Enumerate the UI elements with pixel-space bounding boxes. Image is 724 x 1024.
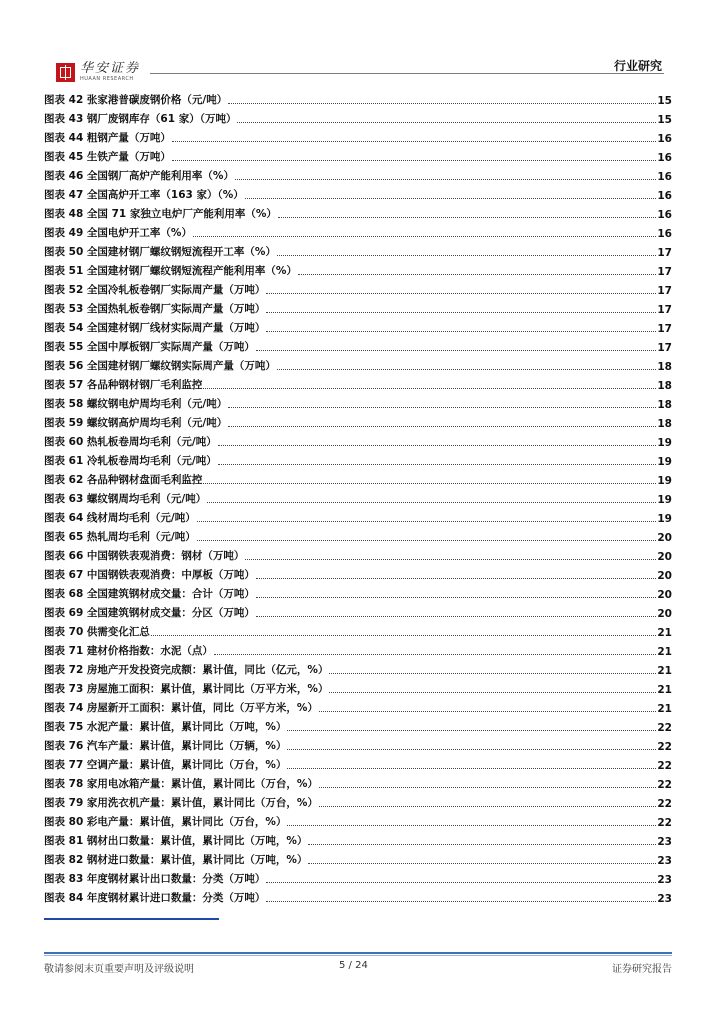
- header-divider: [150, 73, 664, 74]
- toc-leader-dots: [256, 597, 656, 598]
- toc-entry-page: 19: [657, 456, 672, 468]
- footer-report-type: 证券研究报告: [612, 964, 672, 975]
- section-title: 行业研究: [613, 59, 662, 73]
- toc-entry-label: 图表 53 全国热轧板卷钢厂实际周产量（万吨）: [44, 303, 266, 315]
- toc-leader-dots: [266, 901, 656, 902]
- toc-entry[interactable]: [44, 620, 672, 639]
- toc-entry-page: 22: [657, 741, 672, 753]
- toc-entry-label: 图表 52 全国冷轧板卷钢厂实际周产量（万吨）: [44, 284, 266, 296]
- toc-entry-page: 22: [657, 798, 672, 810]
- toc-leader-dots: [329, 673, 656, 674]
- toc-entry-page: 22: [657, 779, 672, 791]
- toc-entry-page: 19: [657, 494, 672, 506]
- toc-entry[interactable]: [44, 829, 672, 848]
- toc-entry[interactable]: [44, 392, 672, 411]
- footer-divider-thin: [44, 955, 672, 956]
- toc-entry[interactable]: [44, 259, 672, 278]
- toc-entry[interactable]: [44, 221, 672, 240]
- toc-entry-label: 图表 72 房地产开发投资完成额：累计值，同比（亿元，%）: [44, 664, 329, 676]
- toc-entry[interactable]: [44, 88, 672, 107]
- toc-entry-label: 图表 47 全国高炉开工率（163 家）（%）: [44, 189, 244, 201]
- toc-entry[interactable]: [44, 183, 672, 202]
- toc-leader-dots: [197, 521, 657, 522]
- toc-leader-dots: [172, 160, 656, 161]
- toc-entry-label: 图表 51 全国建材钢厂螺纹钢短流程产能利用率（%）: [44, 265, 297, 277]
- toc-entry-page: 20: [657, 589, 672, 601]
- toc-entry-label: 图表 54 全国建材钢厂线材实际周产量（万吨）: [44, 322, 266, 334]
- toc-leader-dots: [266, 331, 656, 332]
- toc-leader-dots: [245, 198, 657, 199]
- toc-entry-page: 16: [657, 209, 672, 221]
- toc-leader-dots: [277, 369, 656, 370]
- toc-entry[interactable]: [44, 677, 672, 696]
- toc-entry-page: 16: [657, 133, 672, 145]
- toc-entry-page: 23: [657, 855, 672, 867]
- toc-entry[interactable]: [44, 411, 672, 430]
- toc-entry-page: 17: [657, 266, 672, 278]
- toc-entry-label: 图表 49 全国电炉开工率（%）: [44, 227, 192, 239]
- toc-entry-label: 图表 61 冷轧板卷周均毛利（元/吨）: [44, 455, 217, 467]
- table-of-figures: [44, 88, 672, 905]
- toc-entry[interactable]: [44, 658, 672, 677]
- toc-entry-page: 21: [657, 665, 672, 677]
- toc-entry-label: 图表 71 建材价格指数：水泥（点）: [44, 645, 213, 657]
- toc-entry[interactable]: [44, 354, 672, 373]
- toc-entry-label: 图表 57 各品种钢材钢厂毛利监控: [44, 379, 203, 391]
- toc-entry-label: 图表 59 螺纹钢高炉周均毛利（元/吨）: [44, 417, 228, 429]
- toc-entry-page: 19: [657, 513, 672, 525]
- footer-divider: [44, 952, 672, 954]
- toc-leader-dots: [237, 122, 656, 123]
- toc-entry-page: 22: [657, 722, 672, 734]
- toc-entry[interactable]: [44, 107, 672, 126]
- toc-entry-page: 22: [657, 817, 672, 829]
- toc-entry-label: 图表 46 全国钢厂高炉产能利用率（%）: [44, 170, 234, 182]
- toc-entry[interactable]: [44, 544, 672, 563]
- toc-leader-dots: [172, 141, 656, 142]
- page-number: 5 / 24: [339, 960, 368, 971]
- toc-entry[interactable]: [44, 373, 672, 392]
- toc-leader-dots: [256, 616, 656, 617]
- toc-entry-page: 16: [657, 228, 672, 240]
- logo-cn: 华安证券: [80, 61, 141, 76]
- toc-entry-page: 17: [657, 285, 672, 297]
- toc-entry-page: 15: [657, 114, 672, 126]
- toc-leader-dots: [203, 388, 656, 389]
- toc-leader-dots: [319, 787, 656, 788]
- toc-leader-dots: [287, 749, 656, 750]
- toc-entry-label: 图表 63 螺纹钢周均毛利（元/吨）: [44, 493, 207, 505]
- toc-entry-page: 16: [657, 190, 672, 202]
- toc-leader-dots: [266, 293, 656, 294]
- toc-entry[interactable]: [44, 164, 672, 183]
- toc-entry-page: 21: [657, 646, 672, 658]
- toc-entry[interactable]: [44, 449, 672, 468]
- toc-entry[interactable]: [44, 867, 672, 886]
- toc-entry-label: 图表 74 房屋新开工面积：累计值，同比（万平方米，%）: [44, 702, 318, 714]
- toc-leader-dots: [228, 407, 656, 408]
- toc-entry-label: 图表 42 张家港普碳废钢价格（元/吨）: [44, 94, 228, 106]
- logo-text: [80, 62, 140, 82]
- toc-entry-page: 17: [657, 247, 672, 259]
- toc-entry-page: 15: [657, 95, 672, 107]
- toc-entry[interactable]: [44, 430, 672, 449]
- toc-entry-page: 23: [657, 893, 672, 905]
- toc-entry[interactable]: [44, 506, 672, 525]
- toc-leader-dots: [207, 502, 656, 503]
- logo-en: HUAAN RESEARCH: [80, 76, 134, 82]
- toc-entry-label: 图表 64 线材周均毛利（元/吨）: [44, 512, 196, 524]
- footnote-rule: [44, 918, 219, 920]
- toc-entry-page: 16: [657, 152, 672, 164]
- toc-entry[interactable]: [44, 525, 672, 544]
- toc-leader-dots: [287, 730, 656, 731]
- toc-leader-dots: [214, 654, 656, 655]
- toc-entry[interactable]: [44, 278, 672, 297]
- toc-leader-dots: [298, 274, 656, 275]
- toc-entry-page: 20: [657, 532, 672, 544]
- toc-entry-label: 图表 65 热轧周均毛利（元/吨）: [44, 531, 196, 543]
- toc-entry-label: 图表 43 钢厂废钢库存（61 家）（万吨）: [44, 113, 237, 125]
- toc-entry-label: 图表 78 家用电冰箱产量：累计值，累计同比（万台，%）: [44, 778, 318, 790]
- toc-leader-dots: [287, 768, 656, 769]
- toc-leader-dots: [197, 540, 657, 541]
- toc-entry[interactable]: [44, 791, 672, 810]
- toc-entry-page: 21: [657, 627, 672, 639]
- toc-entry[interactable]: [44, 753, 672, 772]
- toc-leader-dots: [151, 635, 656, 636]
- toc-entry[interactable]: [44, 563, 672, 582]
- toc-entry-label: 图表 77 空调产量：累计值，累计同比（万台，%）: [44, 759, 287, 771]
- toc-entry-label: 图表 66 中国钢铁表观消费：钢材（万吨）: [44, 550, 245, 562]
- toc-entry-label: 图表 73 房屋施工面积：累计值，累计同比（万平方米，%）: [44, 683, 329, 695]
- toc-entry[interactable]: [44, 639, 672, 658]
- toc-entry-label: 图表 76 汽车产量：累计值，累计同比（万辆，%）: [44, 740, 287, 752]
- toc-leader-dots: [277, 255, 656, 256]
- toc-entry[interactable]: [44, 316, 672, 335]
- toc-entry-page: 16: [657, 171, 672, 183]
- toc-entry-label: 图表 56 全国建材钢厂螺纹钢实际周产量（万吨）: [44, 360, 276, 372]
- toc-entry-label: 图表 50 全国建材钢厂螺纹钢短流程开工率（%）: [44, 246, 276, 258]
- toc-entry-label: 图表 82 钢材进口数量：累计值，累计同比（万吨，%）: [44, 854, 308, 866]
- toc-leader-dots: [228, 103, 656, 104]
- toc-entry[interactable]: [44, 582, 672, 601]
- toc-entry[interactable]: [44, 772, 672, 791]
- toc-entry-label: 图表 75 水泥产量：累计值，累计同比（万吨，%）: [44, 721, 287, 733]
- toc-entry-label: 图表 80 彩电产量：累计值，累计同比（万台，%）: [44, 816, 287, 828]
- page-footer: [44, 960, 672, 976]
- toc-entry-page: 18: [657, 361, 672, 373]
- toc-entry-label: 图表 45 生铁产量（万吨）: [44, 151, 171, 163]
- toc-entry-page: 19: [657, 475, 672, 487]
- toc-entry[interactable]: [44, 696, 672, 715]
- toc-leader-dots: [245, 559, 656, 560]
- toc-entry-label: 图表 67 中国钢铁表观消费：中厚板（万吨）: [44, 569, 255, 581]
- toc-leader-dots: [256, 578, 656, 579]
- toc-leader-dots: [203, 483, 656, 484]
- toc-leader-dots: [193, 236, 656, 237]
- toc-entry-label: 图表 60 热轧板卷周均毛利（元/吨）: [44, 436, 217, 448]
- toc-entry-label: 图表 79 家用洗衣机产量：累计值，累计同比（万台，%）: [44, 797, 318, 809]
- toc-entry-page: 21: [657, 703, 672, 715]
- toc-entry[interactable]: [44, 848, 672, 867]
- footer-disclaimer: 敬请参阅末页重要声明及评级说明: [44, 964, 194, 975]
- toc-entry-label: 图表 83 年度钢材累计出口数量：分类（万吨）: [44, 873, 266, 885]
- toc-leader-dots: [228, 426, 656, 427]
- toc-entry-label: 图表 70 供需变化汇总: [44, 626, 150, 638]
- toc-entry-page: 19: [657, 437, 672, 449]
- toc-leader-dots: [308, 844, 656, 845]
- toc-leader-dots: [329, 692, 656, 693]
- toc-entry-label: 图表 81 钢材出口数量：累计值，累计同比（万吨，%）: [44, 835, 308, 847]
- toc-entry[interactable]: [44, 202, 672, 221]
- toc-entry[interactable]: [44, 487, 672, 506]
- toc-entry-label: 图表 48 全国 71 家独立电炉厂产能利用率（%）: [44, 208, 277, 220]
- toc-entry-page: 20: [657, 570, 672, 582]
- toc-leader-dots: [278, 217, 657, 218]
- logo-mark-icon: [56, 63, 75, 82]
- toc-leader-dots: [308, 863, 656, 864]
- toc-entry-page: 18: [657, 399, 672, 411]
- toc-leader-dots: [218, 464, 657, 465]
- toc-entry-label: 图表 58 螺纹钢电炉周均毛利（元/吨）: [44, 398, 228, 410]
- toc-entry[interactable]: [44, 240, 672, 259]
- company-logo: [56, 62, 140, 82]
- toc-leader-dots: [319, 711, 656, 712]
- toc-entry[interactable]: [44, 297, 672, 316]
- toc-entry-label: 图表 62 各品种钢材盘面毛利监控: [44, 474, 203, 486]
- toc-leader-dots: [218, 445, 657, 446]
- toc-entry-label: 图表 68 全国建筑钢材成交量：合计（万吨）: [44, 588, 255, 600]
- toc-entry-page: 20: [657, 551, 672, 563]
- toc-entry-page: 18: [657, 380, 672, 392]
- toc-leader-dots: [266, 312, 656, 313]
- page-header: [0, 0, 724, 90]
- toc-entry[interactable]: [44, 335, 672, 354]
- toc-entry-label: 图表 69 全国建筑钢材成交量：分区（万吨）: [44, 607, 255, 619]
- toc-entry[interactable]: [44, 468, 672, 487]
- toc-leader-dots: [256, 350, 656, 351]
- toc-leader-dots: [235, 179, 656, 180]
- toc-entry-page: 22: [657, 760, 672, 772]
- toc-entry[interactable]: [44, 601, 672, 620]
- toc-entry-label: 图表 55 全国中厚板钢厂实际周产量（万吨）: [44, 341, 255, 353]
- toc-entry[interactable]: [44, 126, 672, 145]
- toc-leader-dots: [266, 882, 656, 883]
- toc-leader-dots: [319, 806, 656, 807]
- toc-entry[interactable]: [44, 734, 672, 753]
- toc-entry-page: 21: [657, 684, 672, 696]
- toc-entry-label: 图表 84 年度钢材累计进口数量：分类（万吨）: [44, 892, 266, 904]
- toc-entry-page: 17: [657, 323, 672, 335]
- toc-entry-page: 20: [657, 608, 672, 620]
- toc-entry-page: 18: [657, 418, 672, 430]
- toc-leader-dots: [287, 825, 656, 826]
- toc-entry-page: 23: [657, 836, 672, 848]
- toc-entry-page: 17: [657, 304, 672, 316]
- toc-entry[interactable]: [44, 145, 672, 164]
- toc-entry-page: 23: [657, 874, 672, 886]
- toc-entry-page: 17: [657, 342, 672, 354]
- toc-entry-label: 图表 44 粗钢产量（万吨）: [44, 132, 171, 144]
- toc-entry[interactable]: [44, 810, 672, 829]
- toc-entry[interactable]: [44, 715, 672, 734]
- toc-entry[interactable]: [44, 886, 672, 905]
